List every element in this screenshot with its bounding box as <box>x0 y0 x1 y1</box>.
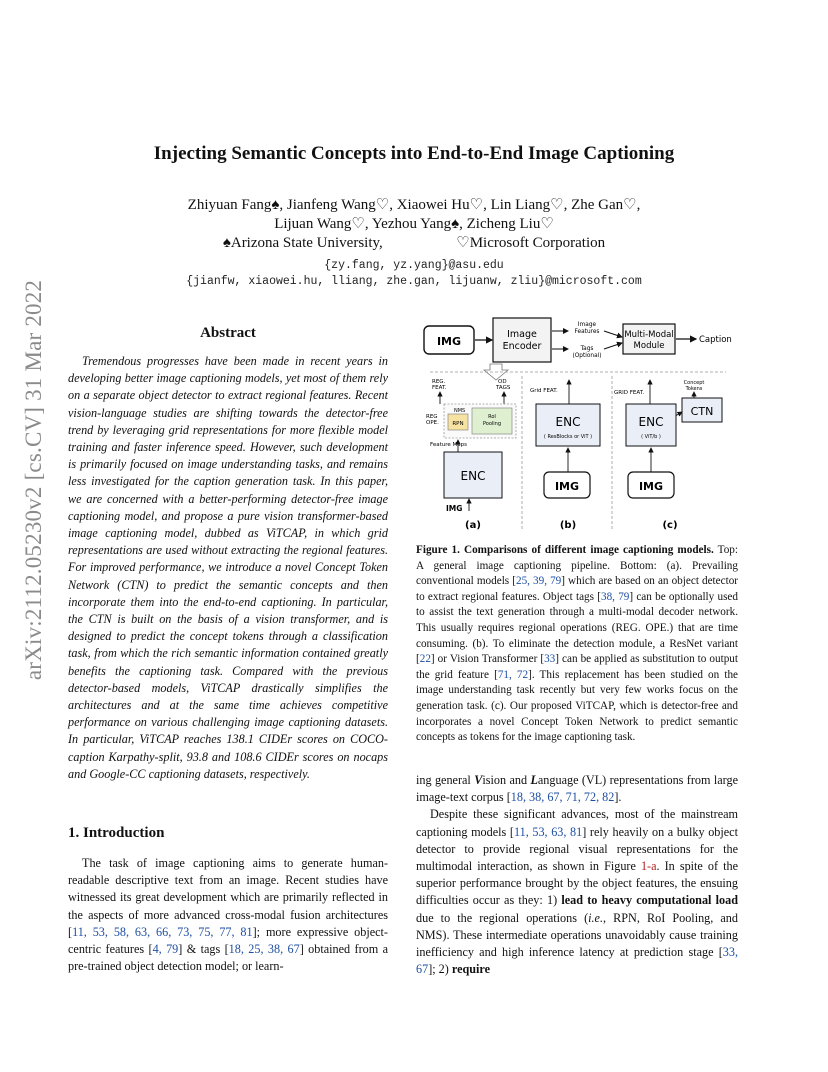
nms-label: NMS <box>454 408 466 414</box>
abstract-text: Tremendous progresses have been made in recent years in developing better image captioning models, yet most of them rely on a separate object detector to extract regional features. Recent vision-language studies are shifting towards the detector-free trend by leveraging grid representations for more flexible model training and faster inference speed. However, such development is primarily focused on image understanding tasks, and remains less investigated for the caption generation task. In this paper, we are concerned with a better-performing detector-free image captioning model, and propose a pure vision transformer-based image captioning model, dubbed as ViTCAP, in which grid representations are used without extracting the regional features. For improved performance, we introduce a novel Concept Token Network (CTN) to predict the semantic concepts and then incorporate them into the end-to-end captioning. In particular, the CTN is built on the basis of a vision transformer, and is designed to predict the concept tokens through a classification task, from which the rich semantic information contained greatly benefits the captioning task. Compared with the previous detector-based models, ViTCAP drastically simplifies the architectures and at the same time achieves competitive performance on various challenging image captioning datasets. In particular, ViTCAP reaches 138.1 CIDEr scores on COCO-caption Karpathy-split, 93.8 and 108.6 CIDEr scores on nocaps and Google-CC captioning datasets, respectively. <box>68 354 388 781</box>
od-tags-label-2: TAGS <box>496 385 511 391</box>
enc-label-c: ENC <box>638 415 664 429</box>
img-label-top: IMG <box>436 335 462 348</box>
roi-label-1: RoI <box>488 414 496 420</box>
img-label-b: IMG <box>554 480 580 493</box>
email-microsoft: {jianfw, xiaowei.hu, lliang, zhe.gan, lijuanw, zliu}@microsoft.com <box>186 275 642 288</box>
citation[interactable]: 33 <box>544 653 556 666</box>
image-encoder-label-2: Encoder <box>502 341 542 352</box>
multimodal-label-2: Module <box>633 341 665 351</box>
paragraph-despite: Despite these significant advances, most of the mainstream captioning models [11, 53, 63, 81] rely heavily on a bulky object detector to provide regional visual representations for the multimodal interaction, as shown in Figure 1-a. In spite of the superior performance brought by the object features, the ensuing difficulties occur as they: 1) lead to heavy computational load due to the regional operations (i.e., RPN, RoI Pooling, and NMS). These intermediate operations unavoidably cause training inefficiency and high inference latency at prediction stage [33, 67]; 2) require <box>416 807 738 977</box>
od-tags-label-1: OD <box>498 379 507 385</box>
abstract-heading: Abstract <box>200 325 256 341</box>
grid-feat-label-c: GRID FEAT. <box>614 390 645 396</box>
resblocks-label: ( ResBlocks or ViT ) <box>543 434 593 440</box>
panel-label-a: (a) <box>465 520 481 531</box>
grid-feat-label-b: Grid FEAT. <box>530 388 558 394</box>
image-encoder-label-1: Image <box>507 329 537 340</box>
concept-tokens-label-1: Concept <box>683 380 705 386</box>
reg-ope-label-2: OPE. <box>426 420 439 426</box>
reg-feat-label-1: REG. <box>432 379 446 385</box>
image-features-label-2: Features <box>574 329 600 335</box>
enc-label-a: ENC <box>460 469 486 483</box>
citation[interactable]: 71, 72 <box>497 668 529 681</box>
figure-1-diagram <box>418 312 736 534</box>
right-column-body <box>416 772 738 978</box>
rpn-label: RPN <box>452 421 464 427</box>
paragraph-vl: ing general Vision and Language (VL) representations from large image-text corpus [18, 38, 67, 71, 72, 82]. <box>416 773 738 805</box>
reg-ope-label-1: REG <box>426 414 438 420</box>
intro-heading: 1. Introduction <box>68 825 165 841</box>
enc-label-b: ENC <box>555 415 581 429</box>
citation[interactable]: 18, 25, 38, 67 <box>228 942 300 957</box>
intro-paragraph: The task of image captioning aims to generate human-readable descriptive text from an image. Recent studies have witnessed its great development which are primarily reflected in the aspects of more advanced cross-modal fusion architectures [11, 53, 58, 63, 66, 73, 75, 77, 81]; more expressive object-centric features [4, 79] & tags [18, 25, 38, 67] obtained from a pre-trained object detection model; or learn- <box>68 856 389 974</box>
vitb-label: ( ViT/b ) <box>641 434 661 440</box>
arxiv-stamp: arXiv:2112.05230v2 [cs.CV] 31 Mar 2022 <box>21 279 46 681</box>
citation[interactable]: 4, 79 <box>152 942 179 957</box>
citation[interactable]: 11, 53, 58, 63, 66, 73, 75, 77, 81 <box>72 924 253 939</box>
affiliations <box>0 234 828 253</box>
citation[interactable]: 22 <box>419 653 431 666</box>
concept-tokens-label-2: Tokens <box>685 386 703 392</box>
affiliation-microsoft: ♡Microsoft Corporation <box>456 235 606 251</box>
multimodal-label-1: Multi-Modal <box>624 330 674 340</box>
author-line-1: Zhiyuan Fang♠, Jianfeng Wang♡, Xiaowei Hu♡, Lin Liang♡, Zhe Gan♡, <box>187 197 641 213</box>
reg-feat-label-2: FEAT. <box>432 385 447 391</box>
figure-1-caption: Figure 1. Comparisons of different image captioning models. Top: A general image captioning pipeline. Bottom: (a). Prevailing conventional models [25, 39, 79] which are based on an object detector to extract regional features. Object tags [38, 79] can be optionally used to assist the text generation through a multi-modal decoder network. This usually requires regional operations (REG. OPE.) that are time consuming. (b). To eliminate the detection module, a ResNet variant [22] or Vision Transformer [33] can be applied as substitution to output the grid feature [71, 72]. This replacement has been studied on the image understanding task recently but very few works focus on the generation task. (c). Our proposed ViTCAP, which is detector-free and incorporates a novel Concept Token Network to predict semantic concepts as tokens for the image captioning task. <box>416 544 739 744</box>
tags-label-2: (Optional) <box>572 353 602 359</box>
ctn-label: CTN <box>690 405 714 418</box>
caption-label: Caption <box>699 335 732 345</box>
img-label-a: IMG <box>446 504 463 513</box>
author-block <box>0 196 828 253</box>
tags-label-1: Tags <box>580 346 594 352</box>
affiliation-asu: ♠Arizona State University, <box>222 235 383 251</box>
author-line-2: Lijuan Wang♡, Yezhou Yang♠, Zicheng Liu♡ <box>274 216 554 232</box>
citation[interactable]: 33, 67 <box>416 945 738 977</box>
img-label-c: IMG <box>638 480 664 493</box>
email-asu: {zy.fang, yz.yang}@asu.edu <box>324 259 504 272</box>
citation[interactable]: 11, 53, 63, 81 <box>513 824 583 839</box>
image-encoder-box <box>493 318 551 362</box>
paper-title: Injecting Semantic Concepts into End-to-End Image Captioning <box>153 143 675 164</box>
citation[interactable]: 25, 39, 79 <box>515 575 562 588</box>
citation[interactable]: 18, 38, 67, 71, 72, 82 <box>510 790 615 805</box>
citation[interactable]: 38, 79 <box>600 590 630 603</box>
feature-maps-label: Feature Maps <box>430 442 468 448</box>
panel-label-c: (c) <box>662 520 678 531</box>
figure-ref[interactable]: 1-a <box>640 859 657 874</box>
roi-label-2: Pooling <box>482 421 502 427</box>
arxiv-stamp-container <box>14 260 54 700</box>
panel-label-b: (b) <box>559 520 577 531</box>
image-features-label-1: Image <box>577 322 597 328</box>
